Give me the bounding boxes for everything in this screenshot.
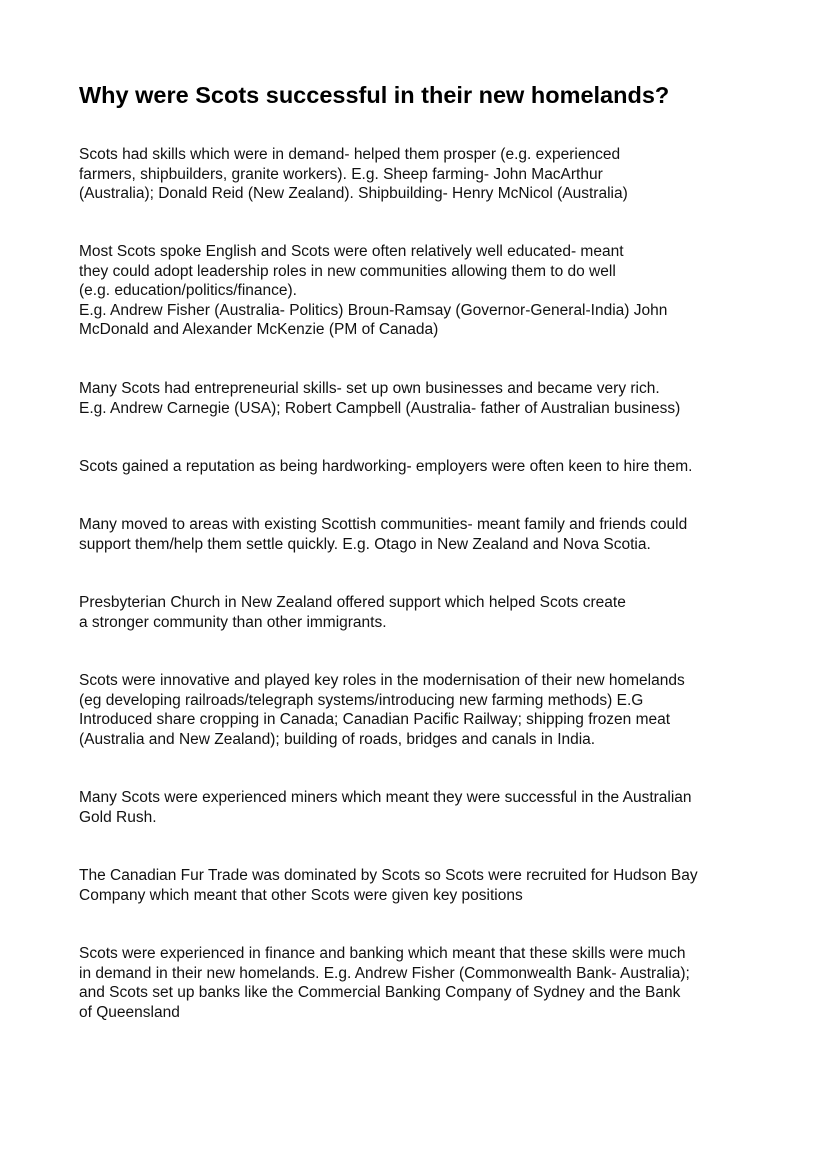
- paragraph-line: Most Scots spoke English and Scots were often relatively well educated- meant: [79, 243, 624, 260]
- paragraph-line: (Australia and New Zealand); building of roads, bridges and canals in India.: [79, 730, 596, 748]
- paragraph-line: Company which meant that other Scots were given key positions: [79, 886, 523, 904]
- paragraph-skills-in-demand: [79, 145, 779, 204]
- paragraph-line: farmers, shipbuilders, granite workers). E.g. Sheep farming- John MacArthur: [79, 165, 603, 183]
- paragraph-finance-banking: [79, 944, 779, 1022]
- paragraph-line: McDonald and Alexander McKenzie (PM of Canada): [79, 321, 439, 339]
- paragraph-hardworking: [79, 457, 779, 477]
- paragraph-line: and Scots set up banks like the Commercial Banking Company of Sydney and the Bank: [79, 984, 681, 1002]
- paragraph-line: Gold Rush.: [79, 808, 157, 826]
- paragraph-existing-communities: [79, 515, 779, 554]
- page-title: Why were Scots successful in their new homelands?: [79, 82, 670, 108]
- paragraph-line: (Australia); Donald Reid (New Zealand). Shipbuilding- Henry McNicol (Australia): [79, 185, 628, 203]
- paragraph-line: they could adopt leadership roles in new communities allowing them to do well: [79, 262, 616, 280]
- paragraph-line: Scots were experienced in finance and banking which meant that these skills were much: [79, 945, 686, 962]
- paragraph-line: Scots gained a reputation as being hardworking- employers were often keen to hire them.: [79, 458, 693, 475]
- paragraph-line: Many Scots had entrepreneurial skills- set up own businesses and became very rich.: [79, 380, 660, 397]
- paragraph-line: support them/help them settle quickly. E.g. Otago in New Zealand and Nova Scotia.: [79, 535, 651, 553]
- paragraph-line: Scots were innovative and played key roles in the modernisation of their new homelands: [79, 672, 685, 689]
- paragraph-line: of Queensland: [79, 1003, 180, 1021]
- paragraph-line: Many Scots were experienced miners which meant they were successful in the Australian: [79, 789, 692, 806]
- paragraph-line: Scots had skills which were in demand- helped them prosper (e.g. experienced: [79, 146, 621, 163]
- paragraph-line: E.g. Andrew Fisher (Australia- Politics) Broun-Ramsay (Governor-General-India) John: [79, 301, 668, 319]
- paragraph-line: The Canadian Fur Trade was dominated by Scots so Scots were recruited for Hudson Bay: [79, 867, 698, 884]
- paragraph-line: Introduced share cropping in Canada; Canadian Pacific Railway; shipping frozen meat: [79, 711, 671, 729]
- paragraph-line: a stronger community than other immigrants.: [79, 613, 387, 631]
- paragraph-miners: [79, 788, 779, 827]
- paragraph-line: (eg developing railroads/telegraph systems/introducing new farming methods) E.G: [79, 691, 644, 709]
- paragraph-line: Presbyterian Church in New Zealand offered support which helped Scots create: [79, 594, 626, 611]
- paragraph-fur-trade: [79, 866, 779, 905]
- paragraph-innovative: [79, 671, 779, 749]
- paragraph-line: E.g. Andrew Carnegie (USA); Robert Campbell (Australia- father of Australian business): [79, 399, 681, 417]
- paragraph-english-education: [79, 242, 779, 340]
- paragraph-line: in demand in their new homelands. E.g. Andrew Fisher (Commonwealth Bank- Australia);: [79, 964, 690, 982]
- paragraph-presbyterian-church: [79, 593, 779, 632]
- paragraph-entrepreneurial: [79, 379, 779, 418]
- paragraph-line: (e.g. education/politics/finance).: [79, 282, 297, 300]
- paragraph-line: Many moved to areas with existing Scottish communities- meant family and friends could: [79, 516, 688, 533]
